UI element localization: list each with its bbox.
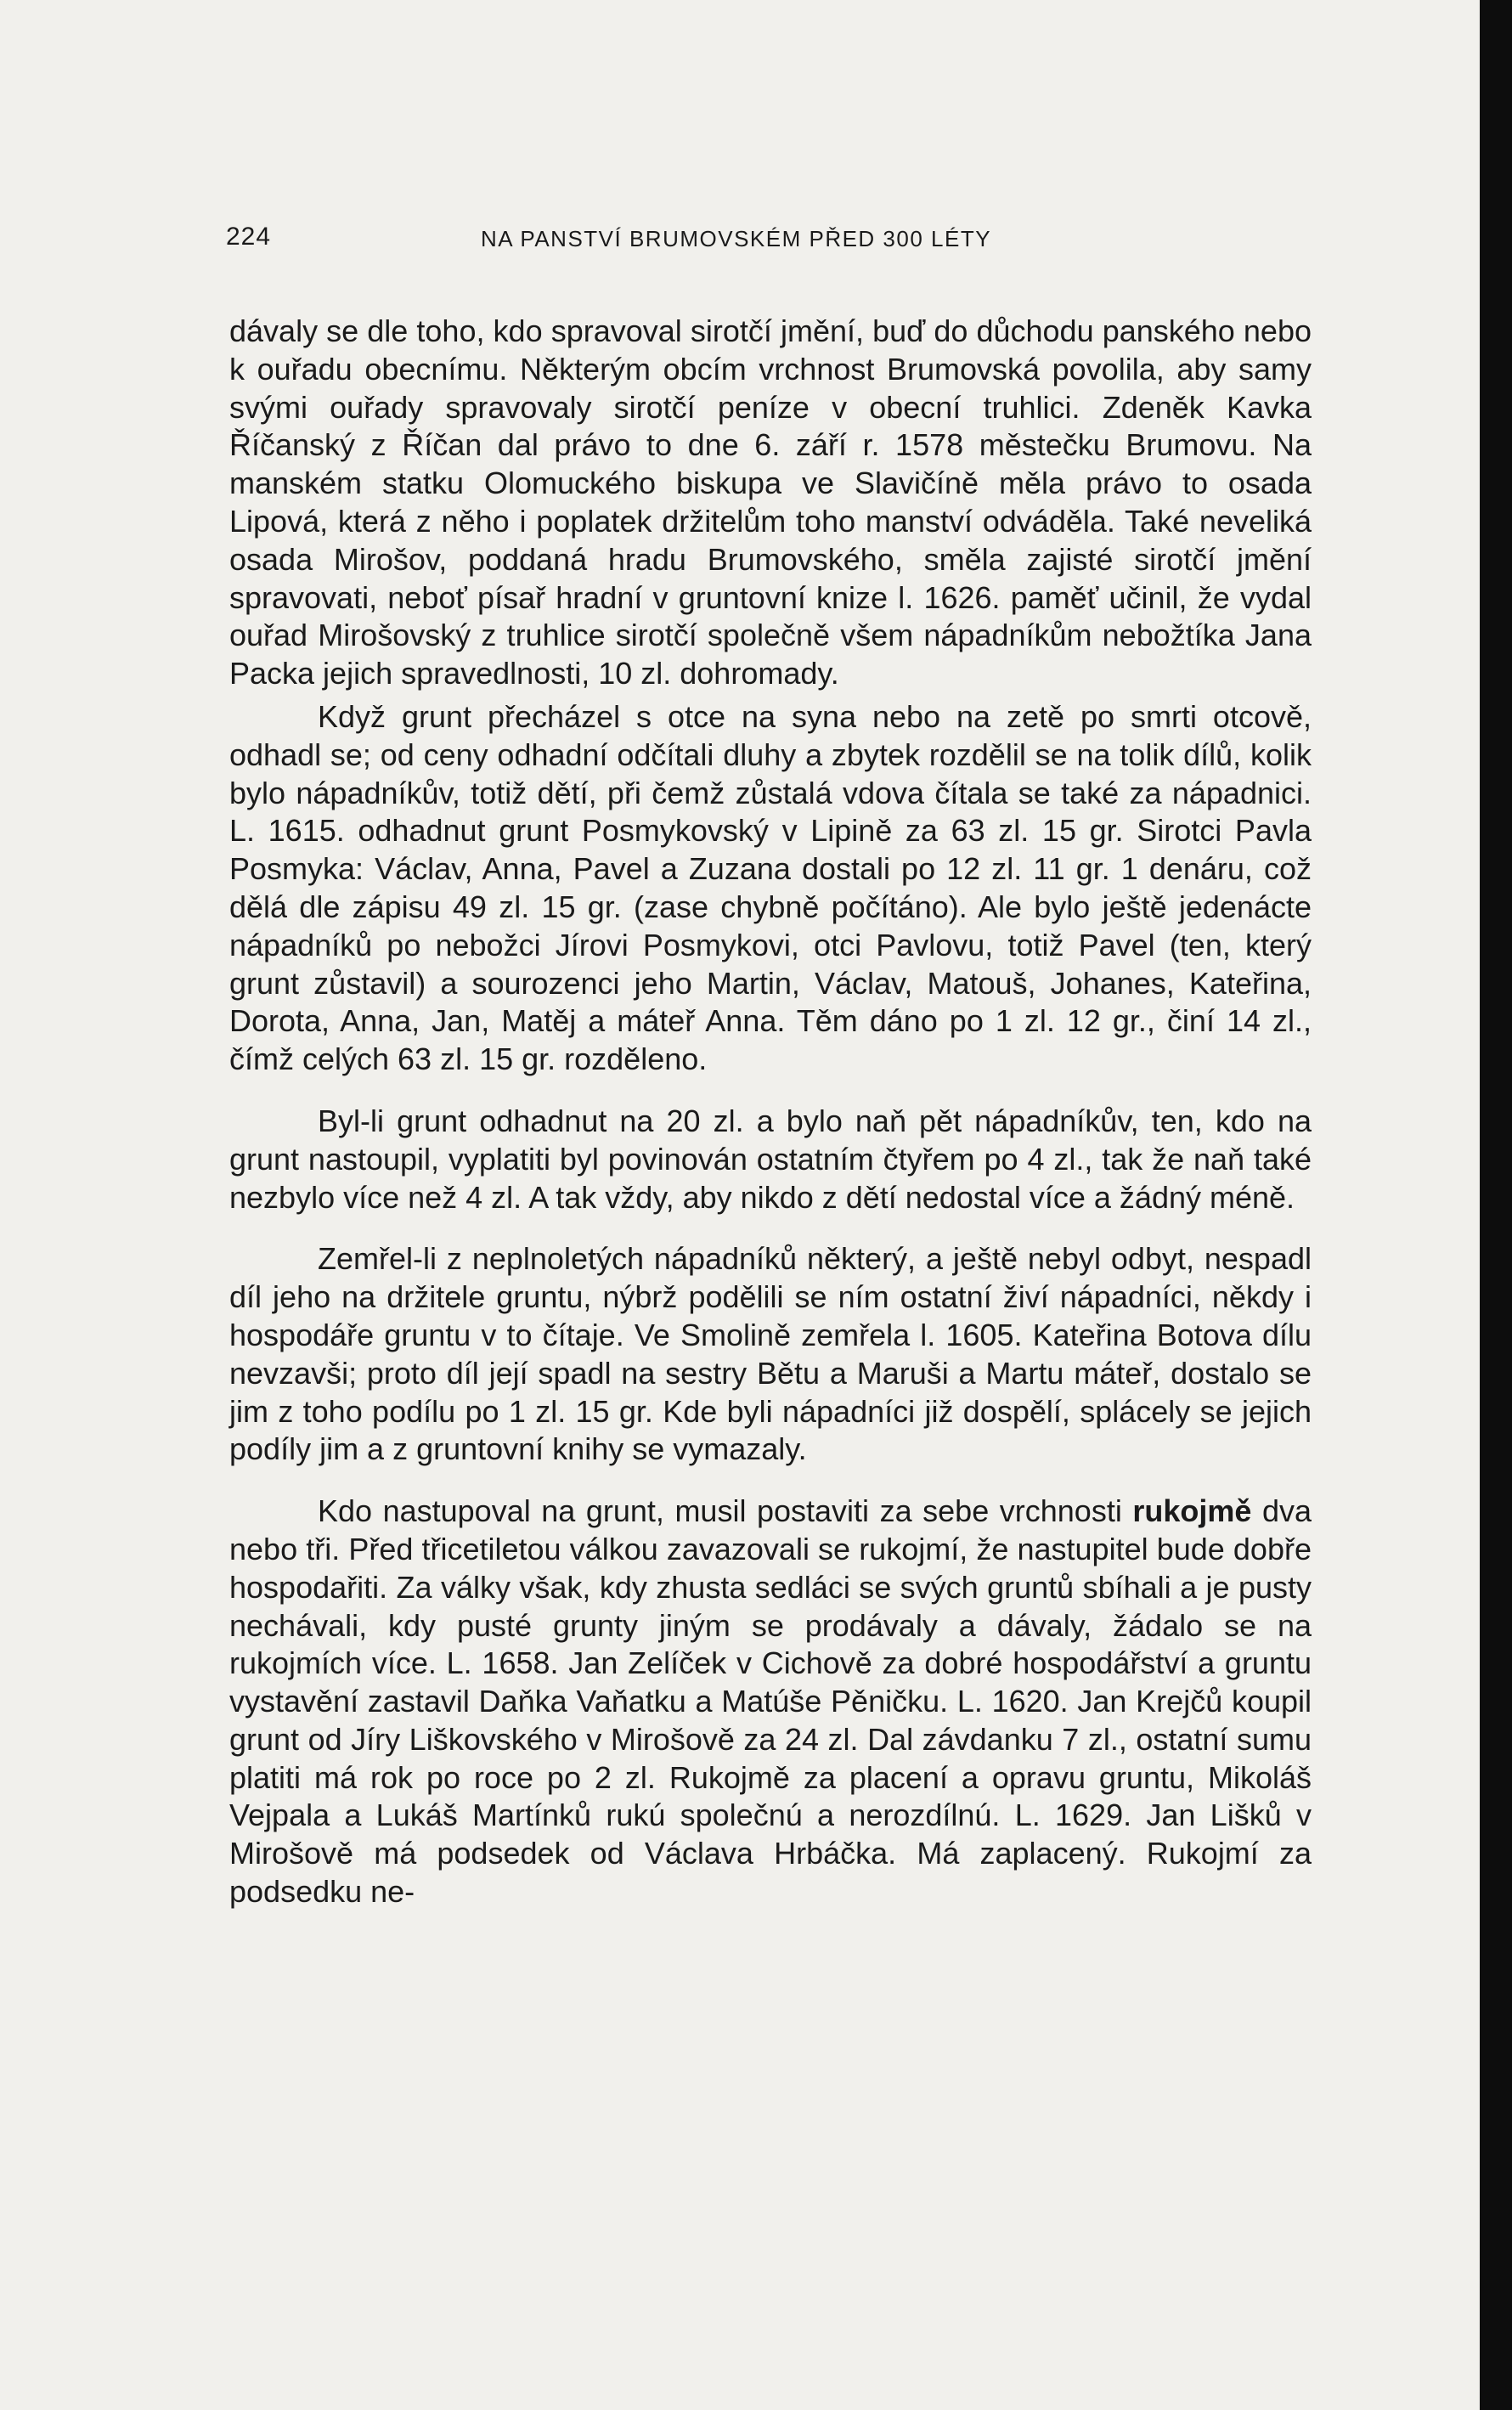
paragraph-2: Když grunt přecházel s otce na syna nebo na zetě po smrti otcově, odhadl se; od ceny odhadní odčítali dluhy a zbytek rozdělil se na tolik dílů, kolik bylo nápadníkův, totiž dětí, při čemž zůstalá vdova čítala se také za nápadnici. L. 1615. odhadnut grunt Posmykovský v Lipině za 63 zl. 15 gr. Sirotci Pavla Posmyka: Václav, Anna, Pavel a Zuzana dostali po 12 zl. 11 gr. 1 denáru, což dělá dle zápisu 49 zl. 15 gr. (zase chybně počítáno). Ale bylo ještě jedenácte nápadníků po nebožci Jírovi Posmykovi, otci Pavlovu, totiž Pavel (ten, který grunt zůstavil) a sourozenci jeho Martin, Václav, Matouš, Johanes, Kateřina, Dorota, Anna, Jan, Matěj a máteř Anna. Těm dáno po 1 zl. 12 gr., činí 14 zl., čímž celých 63 zl. 15 gr. rozděleno. — [229, 698, 1312, 1077]
page-header — [226, 223, 1312, 257]
paragraph-gap — [229, 1079, 1312, 1103]
paragraph-5-text-after: dva nebo tři. Před třicetiletou válkou zavazovali se rukojmí, že nastupitel bude dobře hospodařiti. Za války však, kdy zhusta sedláci se svých gruntů sbíhali a je pusty nechávali, kdy pusté grunty jiným se prodávaly a dávaly, žádalo se na rukojmích více. L. 1658. Jan Zelíček v Cichově za dobré hospodářství a gruntu vystavění zastavil Daňka Vaňatku a Matúše Pěničku. L. 1620. Jan Krejčů koupil grunt od Jíry Liškovského v Mirošově za 24 zl. Dal závdanku 7 zl., ostatní sumu platiti má rok po roce po 2 zl. Rukojmě za placení a opravu gruntu, Mikoláš Vejpala a Lukáš Martínků rukú společnú a nerozdílnú. L. 1629. Jan Lišků v Mirošově má podsedek od Václava Hrbáčka. Má zaplacený. Rukojmí za podsedku ne- — [229, 1493, 1312, 1910]
paragraph-gap — [229, 1469, 1312, 1493]
scan-page-edge — [1480, 0, 1512, 2410]
emphasized-term: rukojmě — [1132, 1493, 1252, 1529]
paragraph-3: Byl-li grunt odhadnut na 20 zl. a bylo naň pět nápadníkův, ten, kdo na grunt nastoupil, vyplatiti byl povinován ostatním čtyřem po 4 zl., tak že naň také nezbylo více než 4 zl. A tak vždy, aby nikdo z dětí nedostal více a žádný méně. — [229, 1103, 1312, 1215]
paragraph-5 — [229, 1493, 1312, 1911]
body-text — [229, 313, 1312, 1911]
page-number: 224 — [226, 223, 272, 251]
paragraph-5-text-before: Kdo nastupoval na grunt, musil postaviti za sebe vrchnosti — [318, 1493, 1133, 1529]
running-title: NA PANSTVÍ BRUMOVSKÉM PŘED 300 LÉTY — [481, 226, 992, 251]
paragraph-gap — [229, 1216, 1312, 1240]
paragraph-4: Zemřel-li z neplnoletých nápadníků některý, a ještě nebyl odbyt, nespadl díl jeho na držitele gruntu, nýbrž podělili se ním ostatní živí nápadníci, někdy i hospodáře gruntu v to čítaje. Ve Smolině zemřela l. 1605. Kateřina Botova dílu nevzavši; proto díl její spadl na sestry Bětu a Maruši a Martu máteř, dostalo se jim z toho podílu po 1 zl. 15 gr. Kde byli nápadníci již dospělí, splácely se jejich podíly jim a z gruntovní knihy se vymazaly. — [229, 1241, 1312, 1467]
paragraph-1: dávaly se dle toho, kdo spravoval sirotčí jmění, buď do důchodu panského nebo k ouřadu obecnímu. Některým obcím vrchnost Brumovská povolila, aby samy svými ouřady spravovaly sirotčí peníze v obecní truhlici. Zdeněk Kavka Říčanský z Říčan dal právo to dne 6. září r. 1578 městečku Brumovu. Na manském statku Olomuckého biskupa ve Slavičíně měla právo to osada Lipová, která z něho i poplatek držitelům toho manství odváděla. Také neveliká osada Mirošov, poddaná hradu Brumovského, směla zajisté sirotčí jmění spravovati, neboť písař hradní v gruntovní knize l. 1626. paměť učinil, že vydal ouřad Mirošovský z truhlice sirotčí společně všem nápadníkům nebožtíka Jana Packa jejich spravedlnosti, 10 zl. dohromady. — [229, 313, 1312, 691]
